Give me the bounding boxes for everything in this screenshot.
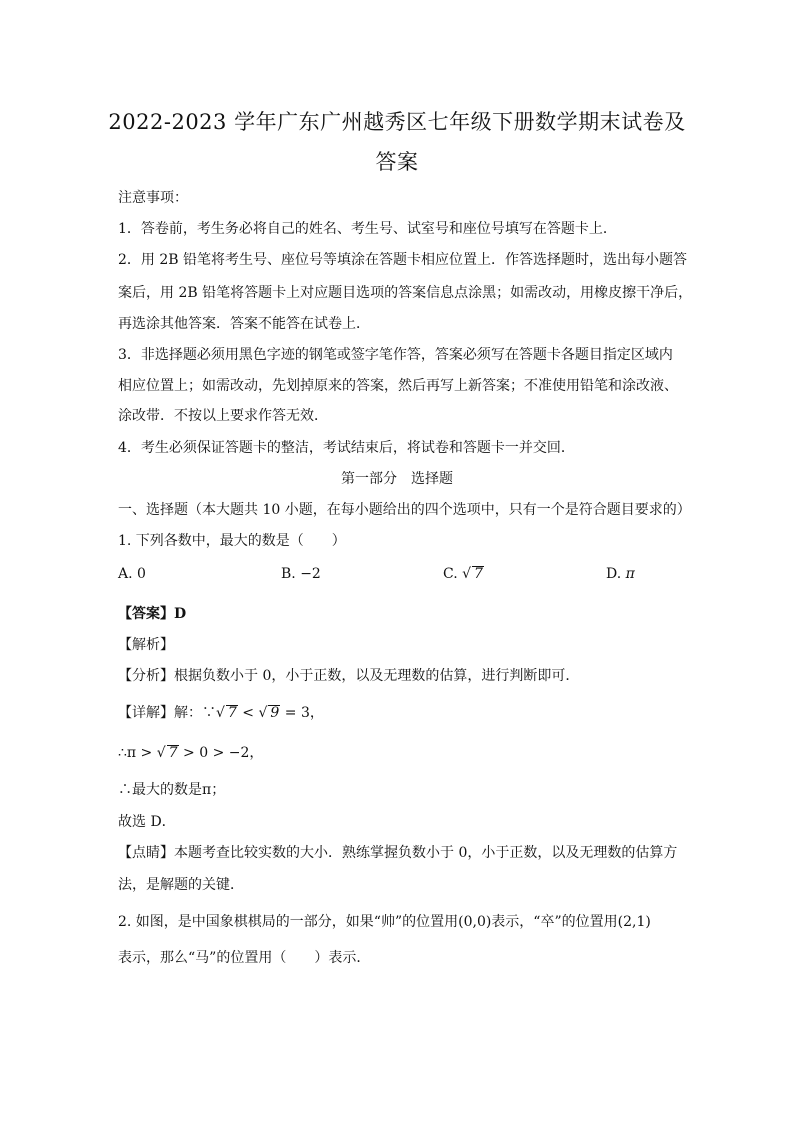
notes-heading: 注意事项： xyxy=(118,190,188,206)
sqrt-sign-icon: √ xyxy=(258,705,268,721)
q1-stem: 1. 下列各数中，最大的数是（ ） xyxy=(118,533,346,549)
option-c-label: C. xyxy=(443,566,463,582)
detail-tail: = 3， xyxy=(280,705,324,721)
q2-line1: 2. 如图，是中国象棋棋局的一部分，如果“帅”的位置用(0,0)表示，“卒”的位置用(2,1) xyxy=(118,914,651,930)
note-4: 4．考生必须保证答题卡的整洁，考试结束后，将试卷和答题卡一并交回． xyxy=(118,440,575,456)
chain-radicand: 7 xyxy=(168,745,178,761)
q1-fenxi: 【分析】根据负数小于 0，小于正数，以及无理数的估算，进行判断即可． xyxy=(118,668,580,684)
option-a-label: A. xyxy=(118,566,138,582)
chain-prefix: ∴π > xyxy=(118,745,157,761)
q1-comment-line2: 法，是解题的关键． xyxy=(118,877,244,893)
q1-comment-line1: 【点睛】本题考查比较实数的大小．熟练掌握负数小于 0，小于正数，以及无理数的估算方 xyxy=(118,845,678,861)
sqrt-sign-icon: √ xyxy=(462,566,472,582)
q1-answer: 【答案】D xyxy=(118,606,187,622)
q1-option-d xyxy=(606,566,635,582)
option-d-label: D. xyxy=(606,566,626,582)
note-3-line3: 涂改带．不按以上要求作答无效． xyxy=(118,408,328,424)
note-2-line1: 2．用 2B 铅笔将考生号、座位号等填涂在答题卡相应位置上．作答选择题时，选出每小题答 xyxy=(118,252,688,268)
doc-title-line2: 答案 xyxy=(375,150,419,174)
q1-detail xyxy=(118,702,324,722)
q1-option-a xyxy=(118,566,146,582)
option-d-value: π xyxy=(625,566,635,582)
note-2-line3: 再选涂其他答案．答案不能答在试卷上． xyxy=(118,316,370,332)
part-heading: 第一部分 选择题 xyxy=(341,471,453,487)
note-1: 1．答卷前，考生务必将自己的姓名、考生号、试室号和座位号填写在答题卡上． xyxy=(118,221,617,237)
q1-option-c xyxy=(443,566,484,582)
note-3-line2: 相应位置上；如需改动，先划掉原来的答案，然后再写上新答案；不准使用铅笔和涂改液、 xyxy=(118,378,678,394)
section-heading: 一、选择题（本大题共 10 小题，在每小题给出的四个选项中，只有一个是符合题目要求的） xyxy=(118,502,691,518)
note-2-line2: 案后，用 2B 铅笔将答题卡上对应题目选项的答案信息点涂黑；如需改动，用橡皮擦干净后， xyxy=(118,285,693,301)
q2-line2: 表示，那么“马”的位置用（ ）表示． xyxy=(118,950,371,966)
detail-prefix: 【详解】解：∵ xyxy=(118,705,216,721)
chain-tail: > 0 > −2， xyxy=(178,745,264,761)
option-c-radicand: 7 xyxy=(474,566,483,582)
detail-radicand-1: 7 xyxy=(227,705,237,721)
q1-chain xyxy=(118,742,263,762)
q1-option-b xyxy=(281,566,321,582)
sqrt-sign-icon: √ xyxy=(216,705,225,721)
option-b-value: −2 xyxy=(300,566,321,582)
note-3-line1: 3．非选择题必须用黑色字迹的钢笔或签字笔作答，答案必须写在答题卡各题目指定区域内 xyxy=(118,347,673,363)
doc-title-line1: 2022-2023 学年广东广州越秀区七年级下册数学期末试卷及 xyxy=(108,110,686,134)
sqrt-sign-icon: √ xyxy=(156,745,166,761)
q1-choose: 故选 D． xyxy=(118,814,176,830)
detail-less-than: < xyxy=(237,705,259,721)
q1-largest: ∴最大的数是π； xyxy=(118,782,226,798)
option-b-label: B. xyxy=(281,566,301,582)
option-a-value: 0 xyxy=(137,566,146,582)
q1-analysis: 【解析】 xyxy=(118,637,174,653)
detail-radicand-2: 9 xyxy=(270,705,280,721)
